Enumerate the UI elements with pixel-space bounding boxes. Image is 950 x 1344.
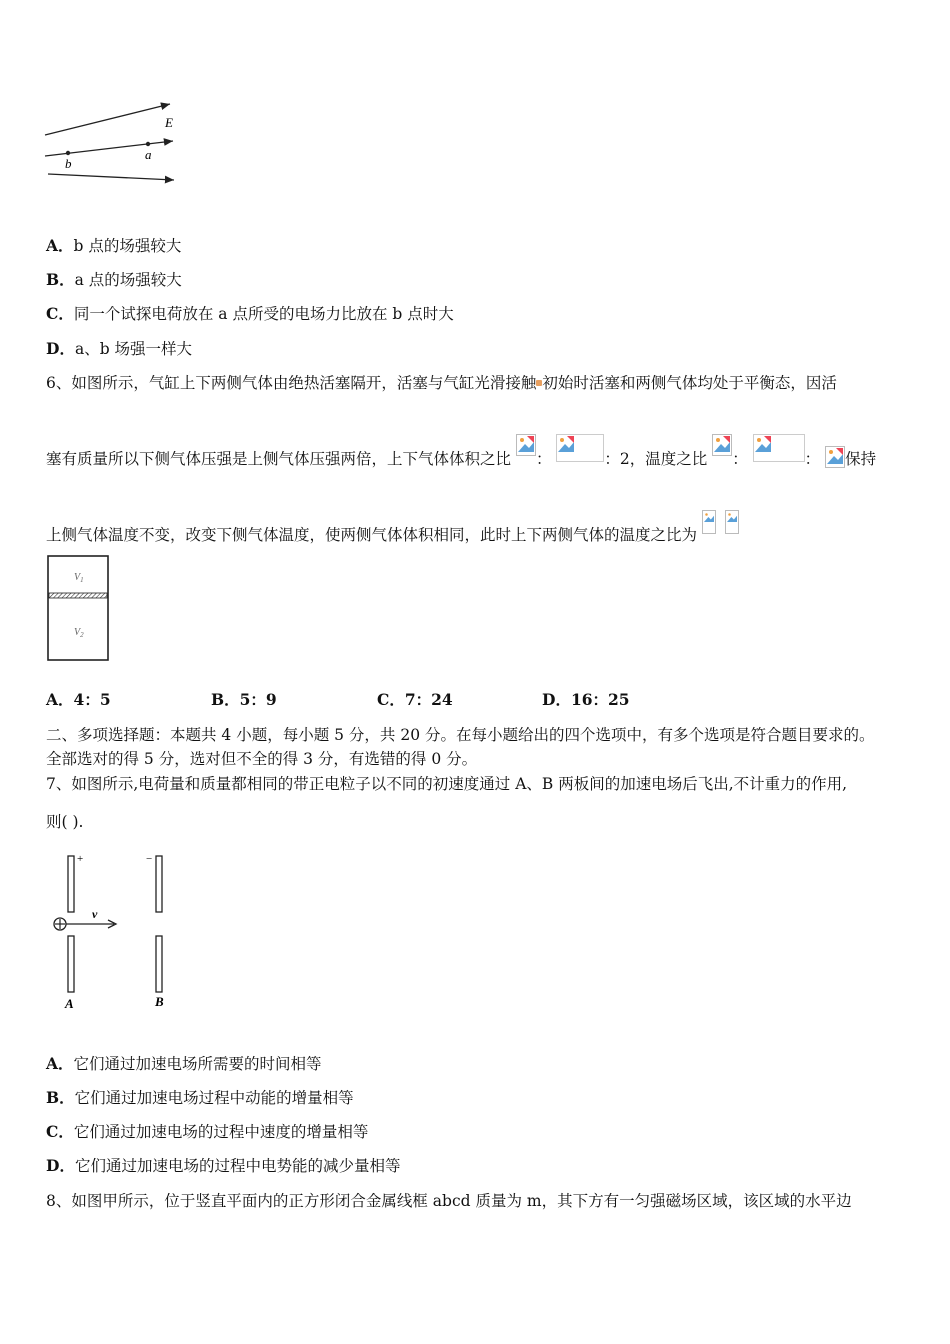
q6-line1: 6、如图所示，气缸上下两侧气体由绝热活塞隔开，活塞与气缸光滑接触 初始时活塞和两侧气体均处于平衡态，因活: [46, 374, 837, 392]
broken-image-icon: [712, 434, 732, 456]
broken-image-icon: [725, 510, 739, 534]
q6-option-d: D．16：25: [542, 690, 630, 709]
q6-line2: 塞有质量所以下侧气体压强是上侧气体压强两倍，上下气体体积之比 ： ：2，温度之比 ： ： 保持: [46, 434, 876, 469]
broken-image-icon: [754, 435, 772, 455]
broken-image-frame: [753, 434, 805, 462]
q7-line2: 则( ).: [46, 813, 84, 831]
section2-line2: 全部选对的得 5 分，选对但不全的得 3 分，有选错的得 0 分。: [46, 750, 478, 768]
label-b: b: [65, 156, 72, 171]
broken-image-icon: [516, 434, 536, 456]
point-a: [146, 142, 150, 146]
broken-image-icon: [557, 435, 575, 455]
label-A: A: [65, 996, 74, 1011]
q6-line3: 上侧气体温度不变，改变下侧气体温度，使两侧气体体积相同，此时上下两侧气体的温度之比为: [46, 510, 739, 545]
broken-image-frame: [556, 434, 604, 462]
q7-option-b: B．它们通过加速电场过程中动能的增量相等: [46, 1088, 354, 1107]
label-plus: +: [77, 853, 84, 865]
broken-image-icon: [825, 446, 845, 468]
label-E: E: [165, 115, 173, 130]
q7-option-c: C．它们通过加速电场的过程中速度的增量相等: [46, 1122, 369, 1141]
plates-figure: [46, 850, 176, 1015]
label-B: B: [155, 994, 164, 1009]
label-minus: −: [146, 853, 153, 865]
q7-line1: 7、如图所示,电荷量和质量都相同的带正电粒子以不同的初速度通过 A、B 两板间的加速电场后飞出,不计重力的作用,: [46, 775, 848, 793]
q7-option-a: A．它们通过加速电场所需要的时间相等: [46, 1054, 322, 1073]
label-v: v: [92, 907, 98, 921]
section2-line1: 二、多项选择题：本题共 4 小题，每小题 5 分，共 20 分。在每小题给出的四个选项中，有多个选项是符合题目要求的。: [46, 726, 875, 744]
q8-line1: 8、如图甲所示，位于竖直平面内的正方形闭合金属线框 abcd 质量为 m，其下方有一匀强磁场区域，该区域的水平边: [46, 1192, 852, 1210]
broken-image-icon: [702, 510, 716, 534]
q5-option-b: B．a 点的场强较大: [46, 270, 182, 289]
q7-option-d: D．它们通过加速电场的过程中电势能的减少量相等: [46, 1156, 401, 1175]
cylinder-figure: [46, 554, 112, 664]
field-lines-figure: [40, 96, 190, 188]
q6-option-b: B．5：9: [211, 690, 277, 709]
label-v2: $V_2$: [74, 627, 84, 639]
label-v1: $V_1$: [74, 572, 84, 584]
label-a: a: [145, 147, 152, 162]
q5-option-a: A．b 点的场强较大: [46, 236, 182, 255]
q6-option-a: A．4：5: [46, 690, 111, 709]
point-b: [66, 151, 70, 155]
q5-option-c: C．同一个试探电荷放在 a 点所受的电场力比放在 b 点时大: [46, 304, 454, 323]
q6-option-c: C．7：24: [377, 690, 453, 709]
piston: [49, 593, 107, 598]
q5-option-d: D．a、b 场强一样大: [46, 339, 193, 358]
